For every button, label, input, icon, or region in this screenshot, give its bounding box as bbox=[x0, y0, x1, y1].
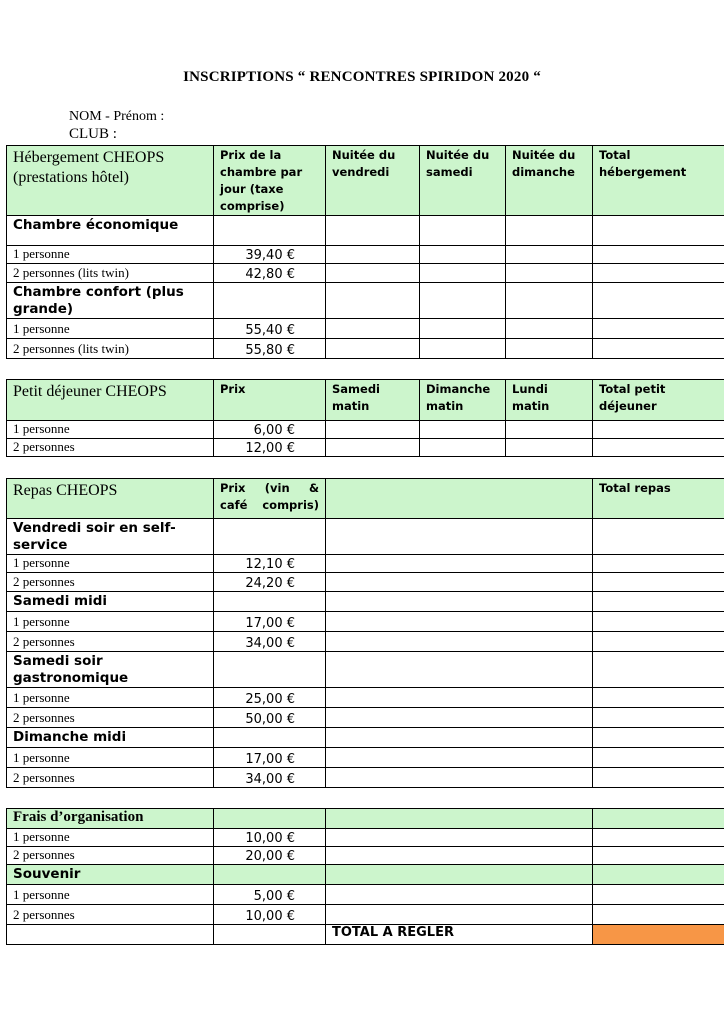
price-cell: 17,00 € bbox=[214, 748, 326, 768]
row-label: 2 personnes bbox=[7, 905, 214, 925]
col-price: Prix bbox=[214, 380, 326, 421]
price-cell: 55,80 € bbox=[214, 339, 326, 359]
input-cell[interactable] bbox=[326, 847, 593, 865]
price-cell: 39,40 € bbox=[214, 246, 326, 264]
col-price: Prix (vin & café compris) bbox=[214, 479, 326, 519]
row-label: 1 personne bbox=[7, 688, 214, 708]
price-cell: 10,00 € bbox=[214, 905, 326, 925]
input-cell[interactable] bbox=[326, 829, 593, 847]
row-label: 2 personnes bbox=[7, 847, 214, 865]
input-cell[interactable] bbox=[506, 246, 593, 264]
price-cell: 55,40 € bbox=[214, 319, 326, 339]
input-cell[interactable] bbox=[593, 632, 724, 652]
row-label: 2 personnes bbox=[7, 708, 214, 728]
input-cell[interactable] bbox=[593, 708, 724, 728]
page-title: INSCRIPTIONS “ RENCONTRES SPIRIDON 2020 “ bbox=[183, 69, 541, 85]
input-cell[interactable] bbox=[326, 439, 420, 457]
category-label: Dimanche midi bbox=[7, 728, 214, 748]
repas-table bbox=[6, 478, 724, 788]
col-dimanche-matin: Dimanche matin bbox=[420, 380, 506, 421]
col-total-hebergement: Total hébergement bbox=[593, 146, 724, 216]
input-cell[interactable] bbox=[420, 264, 506, 283]
category-label: Vendredi soir en self-service bbox=[7, 519, 214, 555]
nom-prenom-label: NOM - Prénom : bbox=[69, 109, 165, 124]
col-total-petit-dej: Total petit déjeuner bbox=[593, 380, 724, 421]
price-cell: 42,80 € bbox=[214, 264, 326, 283]
petit-dejeuner-table bbox=[6, 379, 724, 457]
price-cell: 17,00 € bbox=[214, 612, 326, 632]
input-cell[interactable] bbox=[326, 555, 593, 573]
col-total-repas: Total repas bbox=[593, 479, 724, 519]
price-cell: 24,20 € bbox=[214, 573, 326, 592]
hebergement-table bbox=[6, 145, 724, 359]
row-label: 1 personne bbox=[7, 246, 214, 264]
repas-title: Repas CHEOPS bbox=[7, 479, 214, 519]
input-cell[interactable] bbox=[593, 573, 724, 592]
price-cell: 10,00 € bbox=[214, 829, 326, 847]
input-cell[interactable] bbox=[593, 246, 724, 264]
row-label: 1 personne bbox=[7, 421, 214, 439]
row-label: 2 personnes bbox=[7, 439, 214, 457]
input-cell[interactable] bbox=[326, 573, 593, 592]
total-value-cell[interactable] bbox=[593, 925, 724, 945]
row-label: 1 personne bbox=[7, 829, 214, 847]
frais-table bbox=[6, 808, 724, 945]
category-label: Chambre économique bbox=[7, 216, 214, 246]
input-cell[interactable] bbox=[326, 339, 420, 359]
price-cell: 34,00 € bbox=[214, 768, 326, 788]
input-cell[interactable] bbox=[593, 748, 724, 768]
frais-title: Frais d’organisation bbox=[7, 809, 214, 829]
row-label: 2 personnes bbox=[7, 632, 214, 652]
price-cell: 25,00 € bbox=[214, 688, 326, 708]
price-cell: 20,00 € bbox=[214, 847, 326, 865]
price-cell: 12,10 € bbox=[214, 555, 326, 573]
col-nuitee-vendredi: Nuitée du vendredi bbox=[326, 146, 420, 216]
col-nuitee-dimanche: Nuitée du dimanche bbox=[506, 146, 593, 216]
row-label: 1 personne bbox=[7, 319, 214, 339]
petit-dej-title: Petit déjeuner CHEOPS bbox=[7, 380, 214, 421]
col-price: Prix de la chambre par jour (taxe comprise) bbox=[214, 146, 326, 216]
input-cell[interactable] bbox=[326, 421, 420, 439]
input-cell[interactable] bbox=[593, 555, 724, 573]
price-cell: 5,00 € bbox=[214, 885, 326, 905]
price-cell: 34,00 € bbox=[214, 632, 326, 652]
input-cell[interactable] bbox=[326, 905, 593, 925]
row-label: 2 personnes (lits twin) bbox=[7, 339, 214, 359]
input-cell[interactable] bbox=[326, 768, 593, 788]
club-label: CLUB : bbox=[69, 126, 117, 142]
input-cell[interactable] bbox=[593, 612, 724, 632]
total-label: TOTAL A REGLER bbox=[326, 925, 593, 945]
row-label: 1 personne bbox=[7, 612, 214, 632]
input-cell[interactable] bbox=[420, 439, 506, 457]
input-cell[interactable] bbox=[506, 319, 593, 339]
input-cell[interactable] bbox=[593, 885, 724, 905]
input-cell[interactable] bbox=[593, 264, 724, 283]
input-cell[interactable] bbox=[326, 264, 420, 283]
col-samedi-matin: Samedi matin bbox=[326, 380, 420, 421]
category-label: Samedi soir gastronomique bbox=[7, 652, 214, 688]
row-label: 2 personnes bbox=[7, 768, 214, 788]
input-cell[interactable] bbox=[593, 421, 724, 439]
category-label: Samedi midi bbox=[7, 592, 214, 612]
souvenir-title: Souvenir bbox=[7, 865, 214, 885]
input-cell[interactable] bbox=[326, 688, 593, 708]
input-cell[interactable] bbox=[593, 339, 724, 359]
input-cell[interactable] bbox=[506, 339, 593, 359]
row-label: 2 personnes (lits twin) bbox=[7, 264, 214, 283]
col-nuitee-samedi: Nuitée du samedi bbox=[420, 146, 506, 216]
input-cell[interactable] bbox=[326, 246, 420, 264]
row-label: 1 personne bbox=[7, 885, 214, 905]
price-cell: 50,00 € bbox=[214, 708, 326, 728]
input-cell[interactable] bbox=[326, 885, 593, 905]
input-cell[interactable] bbox=[326, 748, 593, 768]
input-cell[interactable] bbox=[420, 421, 506, 439]
input-cell[interactable] bbox=[593, 688, 724, 708]
input-cell[interactable] bbox=[593, 319, 724, 339]
input-cell[interactable] bbox=[506, 264, 593, 283]
input-cell[interactable] bbox=[326, 708, 593, 728]
input-cell[interactable] bbox=[420, 339, 506, 359]
input-cell[interactable] bbox=[593, 439, 724, 457]
input-cell[interactable] bbox=[593, 768, 724, 788]
input-cell[interactable] bbox=[506, 421, 593, 439]
input-cell[interactable] bbox=[326, 319, 420, 339]
input-cell[interactable] bbox=[326, 612, 593, 632]
input-cell[interactable] bbox=[593, 905, 724, 925]
input-cell[interactable] bbox=[506, 439, 593, 457]
hebergement-title: Hébergement CHEOPS (prestations hôtel) bbox=[7, 146, 214, 216]
row-label: 1 personne bbox=[7, 555, 214, 573]
input-cell[interactable] bbox=[593, 829, 724, 847]
price-cell: 12,00 € bbox=[214, 439, 326, 457]
category-label: Chambre confort (plus grande) bbox=[7, 283, 214, 319]
price-cell: 6,00 € bbox=[214, 421, 326, 439]
input-cell[interactable] bbox=[420, 246, 506, 264]
input-cell[interactable] bbox=[326, 632, 593, 652]
input-cell[interactable] bbox=[593, 847, 724, 865]
row-label: 2 personnes bbox=[7, 573, 214, 592]
row-label: 1 personne bbox=[7, 748, 214, 768]
col-lundi-matin: Lundi matin bbox=[506, 380, 593, 421]
input-cell[interactable] bbox=[420, 319, 506, 339]
